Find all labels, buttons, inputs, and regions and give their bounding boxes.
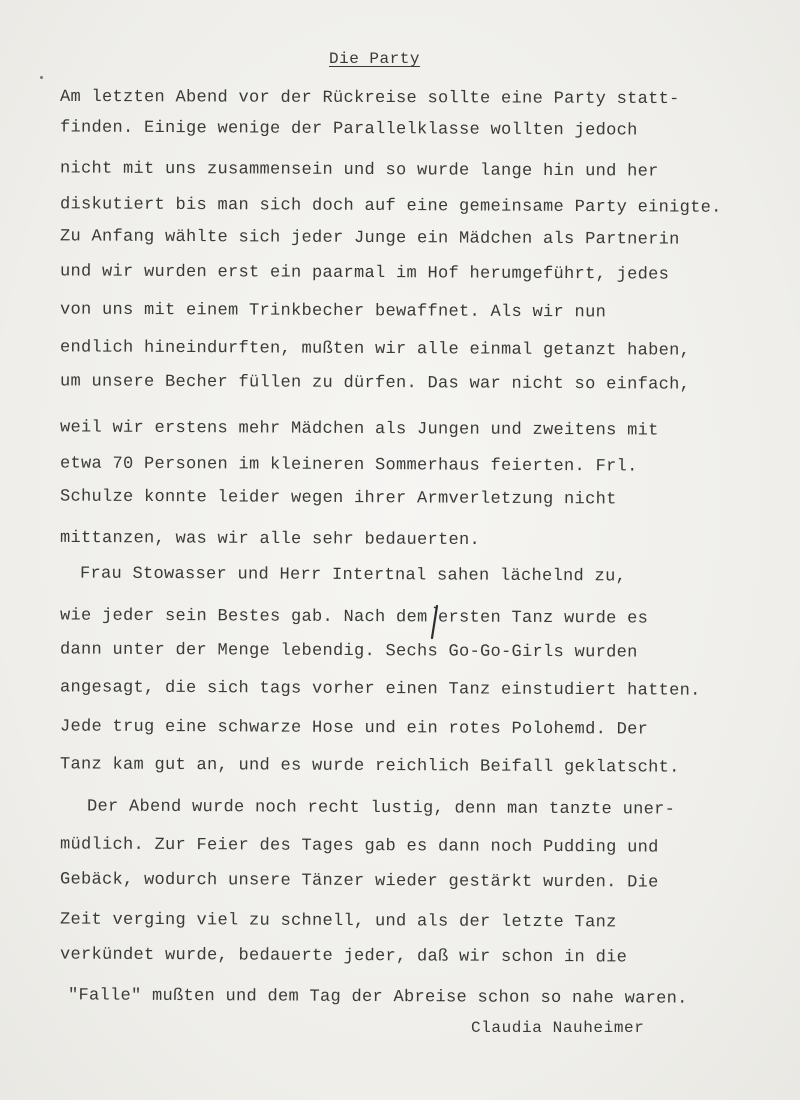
text-line: weil wir erstens mehr Mädchen als Jungen und zweitens mit [59,418,659,441]
text-line: diskutiert bis man sich doch auf eine gemeinsame Party einigte. [59,195,722,218]
text-line: Gebäck, wodurch unsere Tänzer wieder gestärkt wurden. Die [59,870,659,893]
text-line: und wir wurden erst ein paarmal im Hof herumgeführt, jedes [59,262,670,285]
text-line: endlich hineindurften, mußten wir alle einmal getanzt haben, [59,338,691,361]
text-line: müdlich. Zur Feier des Tages gab es dann noch Pudding und [59,835,659,858]
text-line: Der Abend wurde noch recht lustig, denn man tanzte uner- [86,797,676,820]
text-line: um unsere Becher füllen zu dürfen. Das war nicht so einfach, [59,372,691,395]
text-line: nicht mit uns zusammensein und so wurde lange hin und her [59,159,659,182]
text-line: Jede trug eine schwarze Hose und ein rotes Polohemd. Der [59,717,649,740]
ink-speck [40,76,43,79]
text-line: Zeit verging viel zu schnell, und als der letzte Tanz [59,910,617,933]
text-line: "Falle" mußten und dem Tag der Abreise schon so nahe waren. [67,986,688,1009]
author-signature: Claudia Nauheimer [471,1019,645,1037]
text-line: etwa 70 Personen im kleineren Sommerhaus feierten. Frl. [59,454,638,477]
text-line: verkündet wurde, bedauerte jeder, daß wir schon in die [59,945,628,968]
text-line: Tanz kam gut an, und es wurde reichlich Beifall geklatscht. [59,755,680,778]
text-line: angesagt, die sich tags vorher einen Tanz einstudiert hatten. [59,678,701,701]
text-line: Am letzten Abend vor der Rückreise sollte eine Party statt- [59,87,680,110]
text-line: Schulze konnte leider wegen ihrer Armverletzung nicht [59,487,617,510]
pen-correction-mark [428,605,442,639]
text-line: mittanzen, was wir alle sehr bedauerten. [59,528,481,551]
text-line: wie jeder sein Bestes gab. Nach dem ersten Tanz wurde es [59,606,649,629]
text-line: Frau Stowasser und Herr Intertnal sahen lächelnd zu, [79,564,627,587]
text-line: Zu Anfang wählte sich jeder Junge ein Mädchen als Partnerin [59,227,680,250]
page-title: Die Party [329,50,420,68]
text-line: von uns mit einem Trinkbecher bewaffnet. Als wir nun [59,300,607,323]
text-line: dann unter der Menge lebendig. Sechs Go-Go-Girls wurden [59,640,638,663]
text-line: finden. Einige wenige der Parallelklasse wollten jedoch [59,118,638,141]
